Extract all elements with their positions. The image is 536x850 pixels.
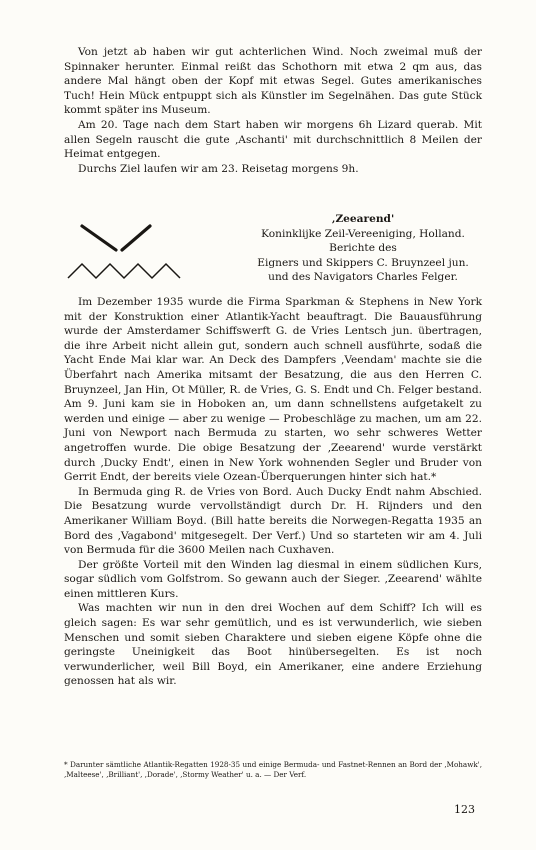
- heading-reports-line: Berichte des: [329, 242, 397, 255]
- club-burgee-icon: [64, 220, 186, 280]
- intro-paragraph-2: Am 20. Tage nach dem Start haben wir morgens 6h Lizard querab. Mit allen Segeln rauscht die gute ‚Aschanti' mit durchschnittlich 8 Meilen der Heimat entgegen.: [64, 118, 482, 161]
- yacht-name-title: ‚Zeearend': [331, 213, 395, 225]
- heading-owner-line: Eigners und Skippers C. Bruynzeel jun.: [257, 256, 469, 269]
- footnote: * Darunter sämtliche Atlantik-Regatten 1928-35 und einige Bermuda- und Fastnet-Rennen an Bord der ‚Mohawk', ‚Malteese', ‚Brilliant', ‚Dorade', ‚Stormy Weather' u. a. — Der Verf.: [64, 760, 482, 779]
- body-section: [64, 295, 482, 689]
- body-paragraph-4: Was machten wir nun in den drei Wochen auf dem Schiff? Ich will es gleich sagen: Es war sehr gemütlich, und es ist verwunderlich, wie sieben Menschen und somit sieben Charaktere und sieben eigene Köpfe ohne die geringste Uneinigkeit das Boot hinübersegelten. Es ist noch verwunderlicher, weil Bill Boyd, ein Amerikaner, eine andere Erziehung genossen hat als wir.: [64, 602, 482, 688]
- intro-paragraph-1: Von jetzt ab haben wir gut achterlichen Wind. Noch zweimal muß der Spinnaker herunter. Einmal reißt das Schothorn mit etwa 2 qm aus, das andere Mal hängt oben der Kopf mit etwas Segel. Gutes amerikanisches Tuch! Hein Mück entpuppt sich als Künstler im Segelnähen. Das gute Stück kommt später ins Museum.: [64, 46, 482, 117]
- page-number: 123: [454, 803, 475, 816]
- body-paragraph-3: Der größte Vorteil mit den Winden lag diesmal in einem südlichen Kurs, sogar südlich vom Golfstrom. So gewann auch der Sieger. ‚Zeearend' wählte einen mittleren Kurs.: [64, 558, 482, 600]
- intro-section: [64, 45, 482, 176]
- section-heading: [228, 212, 498, 285]
- body-paragraph-1: Im Dezember 1935 wurde die Firma Sparkman & Stephens in New York mit der Konstruktion einer Atlantik-Yacht beauftragt. Die Bauausführung wurde der Amsterdamer Schiffswerft G. de Vries Lentsch jun. übertragen, die ihre Arbeit nicht allein gut, sondern auch schnell ausführte, sodaß die Yacht Ende Mai klar war. An Deck des Dampfers ‚Veendam' machte sie die Überfahrt nach Amerika mitsamt der Besatzung, die aus den Herren C. Bruynzeel, Jan Hin, Ot Müller, R. de Vries, G. S. Endt und Ch. Felger bestand. Am 9. Juni kam sie in Hoboken an, um dann schnellstens aufgetakelt zu werden und einige — aber zu wenige — Probeschläge zu machen, um am 22. Juni von Newport nach Bermuda zu starten, wo sehr schweres Wetter angetroffen wurde. Die obige Besatzung der ‚Zeearend' wurde verstärkt durch ‚Ducky Endt', einen in New York wohnenden Segler und Bruder von Gerrit Endt, der bereits viele Ozean-Überquerungen hinter sich hat.*: [64, 296, 482, 484]
- heading-navigator-line: und des Navigators Charles Felger.: [268, 271, 458, 284]
- body-paragraph-2: In Bermuda ging R. de Vries von Bord. Auch Ducky Endt nahm Abschied. Die Besatzung wurde vervollständigt durch Dr. H. Rijnders und den Amerikaner William Boyd. (Bill hatte bereits die Norwegen-Regatta 1935 an Bord des ‚Vagabond' mitgesegelt. Der Verf.) Und so starteten wir am 4. Juli von Bermuda für die 3600 Meilen nach Cuxhaven.: [64, 485, 482, 557]
- intro-paragraph-3: Durchs Ziel laufen wir am 23. Reisetag morgens 9h.: [78, 162, 359, 175]
- club-name: Koninklijke Zeil-Vereeniging, Holland.: [261, 227, 465, 240]
